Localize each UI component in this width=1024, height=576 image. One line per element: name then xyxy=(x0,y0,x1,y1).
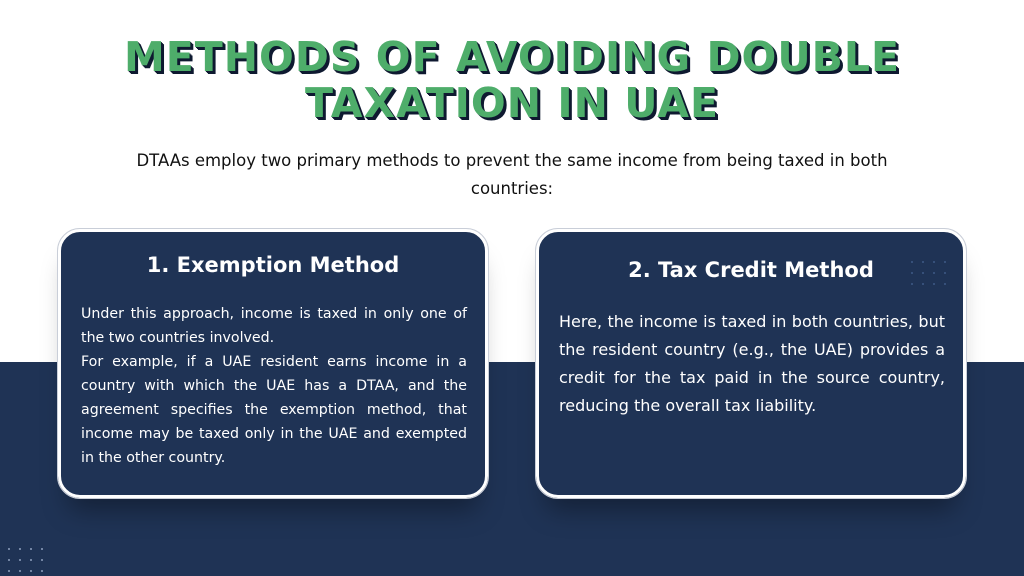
card-body xyxy=(559,308,945,420)
card-title: 2. Tax Credit Method xyxy=(628,258,874,282)
card-title: 1. Exemption Method xyxy=(146,253,400,277)
card-paragraph: Under this approach, income is taxed in only one of the two countries involved. xyxy=(81,306,467,346)
tax-credit-method-card xyxy=(536,229,966,498)
intro-text: DTAAs employ two primary methods to prevent the same income from being taxed in both countries: xyxy=(136,151,888,198)
card-paragraph: For example, if a UAE resident earns income in a country with which the UAE has a DTAA, and the agreement specifies the exemption method, that income may be taxed only in the UAE and exempted in the other country. xyxy=(81,354,467,466)
page-title-line-2: TAXATION IN UAE xyxy=(305,79,719,127)
corner-dot-grid-icon xyxy=(8,548,44,572)
dot-grid-icon xyxy=(911,261,947,285)
card-paragraph: Here, the income is taxed in both countries, but the resident country (e.g., the UAE) provides a credit for the tax paid in the source country, reducing the overall tax liability. xyxy=(559,312,945,415)
exemption-method-card xyxy=(58,229,488,498)
card-body xyxy=(81,302,467,470)
page-title-line-1: METHODS OF AVOIDING DOUBLE xyxy=(123,33,901,81)
page-title xyxy=(0,34,1024,126)
